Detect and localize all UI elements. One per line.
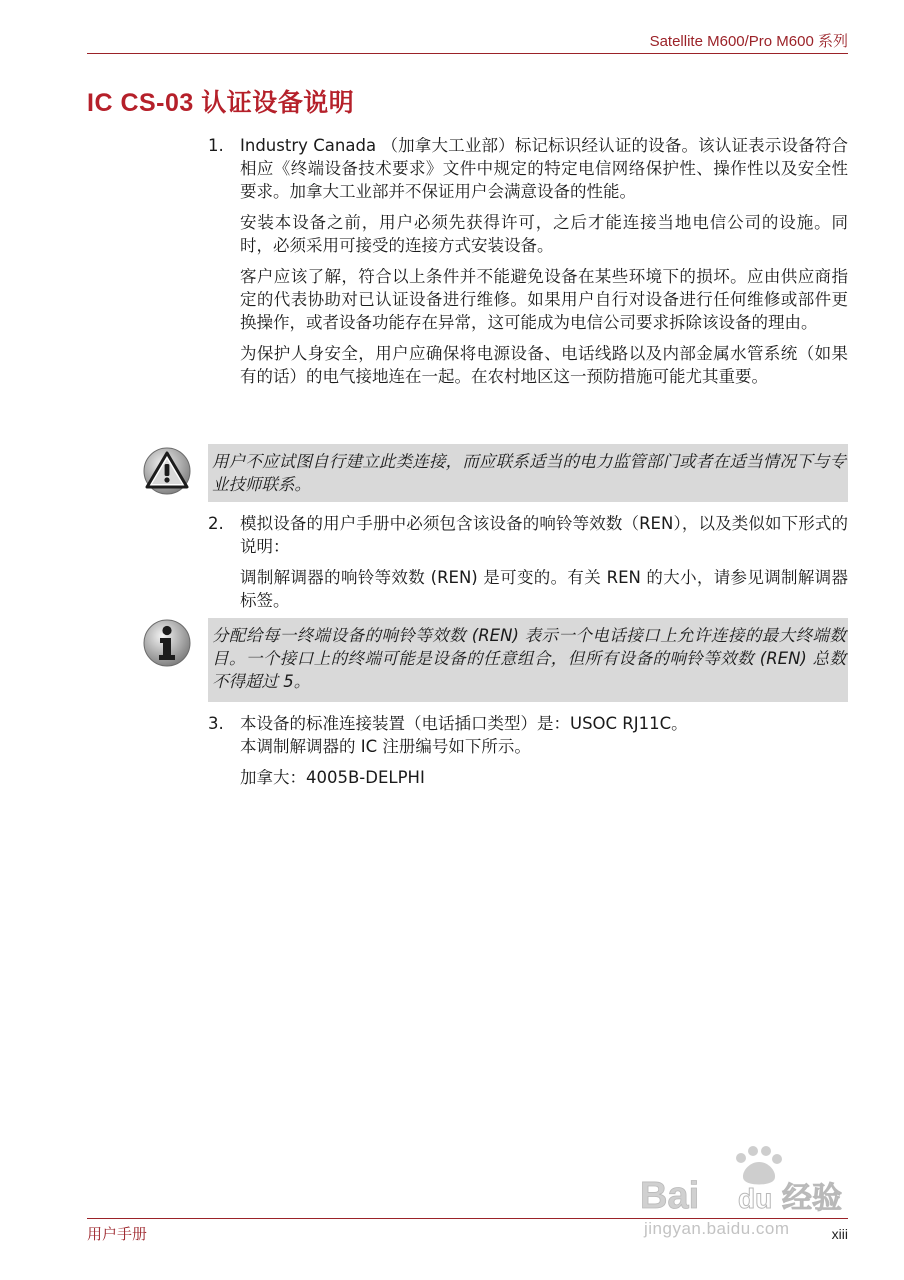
paragraph: Industry Canada （加拿大工业部）标记标识经认证的设备。该认证表示设备符合相应《终端设备技术要求》文件中规定的特定电信网络保护性、操作性以及安全性要求。加拿大工业部并不保证用户会满意设备的性能。 <box>240 136 848 201</box>
header-rule <box>87 53 848 54</box>
list-number: 1. <box>208 136 224 155</box>
paragraph: 本设备的标准连接装置（电话插口类型）是：USOC RJ11C。 <box>240 714 688 733</box>
list-item-3 <box>208 712 848 789</box>
paragraph: 调制解调器的响铃等效数 (REN) 是可变的。有关 REN 的大小，请参见调制解调器标签。 <box>240 568 848 610</box>
info-note: 分配给每一终端设备的响铃等效数 (REN) 表示一个电话接口上允许连接的最大终端数目。一个接口上的终端可能是设备的任意组合，但所有设备的响铃等效数 (REN) 总数不得超过 5。 <box>208 618 848 702</box>
list-number: 2. <box>208 514 224 533</box>
paragraph: 安装本设备之前，用户必须先获得许可，之后才能连接当地电信公司的设施。同时，必须采用可接受的连接方式安装设备。 <box>240 213 848 255</box>
paragraph: 客户应该了解，符合以上条件并不能避免设备在某些环境下的损坏。应由供应商指定的代表协助对已认证设备进行维修。如果用户自行对设备进行任何维修或部件更换操作，或者设备功能存在异常，这可能成为电信公司要求拆除该设备的理由。 <box>240 267 848 332</box>
svg-text:du: du <box>738 1183 773 1214</box>
svg-text:jingyan.baidu.com: jingyan.baidu.com <box>644 1219 790 1238</box>
list-item-2 <box>208 512 848 612</box>
list-number: 3. <box>208 714 224 733</box>
paragraph: 本调制解调器的 IC 注册编号如下所示。 <box>240 737 531 756</box>
running-header: Satellite M600/Pro M600 系列 <box>649 33 848 50</box>
page-number: xiii <box>831 1226 848 1242</box>
svg-text:Bai: Bai <box>640 1175 700 1217</box>
footer-manual-label: 用户手册 <box>87 1225 148 1243</box>
list-item-1 <box>208 134 848 388</box>
baidu-watermark <box>640 1140 860 1240</box>
svg-text:经验: 经验 <box>782 1181 842 1216</box>
warning-note: 用户不应试图自行建立此类连接，而应联系适当的电力监管部门或者在适当情况下与专业技师联系。 <box>208 444 848 502</box>
warning-triangle-icon <box>142 446 192 496</box>
registration-number: 加拿大：4005B-DELPHI <box>240 768 425 787</box>
paragraph: 模拟设备的用户手册中必须包含该设备的响铃等效数（REN），以及类似如下形式的说明： <box>240 514 848 556</box>
paragraph: 为保护人身安全，用户应确保将电源设备、电话线路以及内部金属水管系统（如果有的话）的电气接地连在一起。在农村地区这一预防措施可能尤其重要。 <box>240 344 848 386</box>
footer-rule <box>87 1218 848 1219</box>
page-title: IC CS-03 认证设备说明 <box>87 89 355 117</box>
info-icon <box>142 618 192 668</box>
